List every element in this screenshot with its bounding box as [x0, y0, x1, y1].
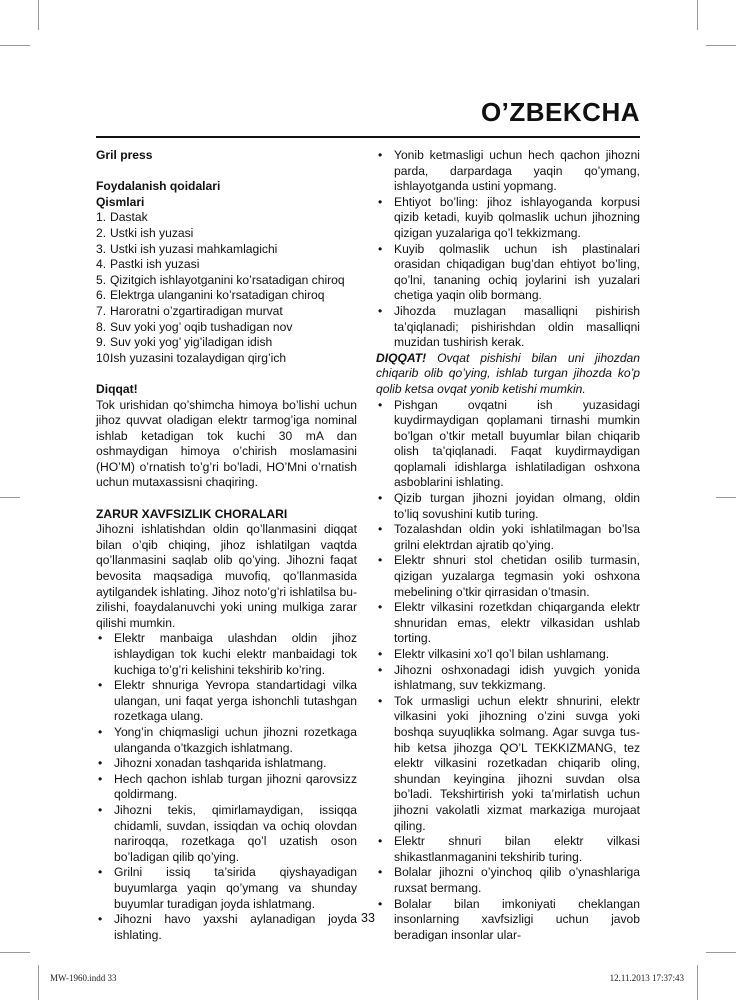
- list-text: Elektrga ulanganini ko’rsatadigan chiroq: [110, 288, 325, 303]
- list-text: Dastak: [110, 210, 148, 225]
- safety-bullet-list-continued: [376, 148, 640, 351]
- list-number: 6.: [96, 288, 107, 303]
- bullet-icon: •: [378, 522, 383, 537]
- attention-heading: Diqqat!: [96, 381, 138, 396]
- list-number: 9.: [96, 335, 107, 350]
- list-text: Suv yoki yog’ yig’iladigan idish: [110, 335, 273, 350]
- list-item: [96, 772, 357, 803]
- list-text: Ustki ish yuzasi mahkamlagichi: [110, 241, 278, 256]
- list-item: [96, 226, 357, 242]
- list-item: [96, 257, 357, 273]
- bullet-icon: •: [98, 631, 103, 646]
- bullet-icon: •: [378, 865, 383, 880]
- list-item: [376, 663, 640, 694]
- bullet-icon: •: [378, 693, 383, 708]
- list-item: [376, 148, 640, 195]
- bullet-icon: •: [378, 553, 383, 568]
- left-column: [96, 148, 357, 943]
- bullet-icon: •: [378, 647, 383, 661]
- list-number: 5.: [96, 272, 107, 287]
- list-item: [96, 335, 357, 351]
- list-text: Jihozni oshxonadagi idish yuvgich yonida ishlatmang, suv tekkizmang.: [394, 662, 640, 693]
- safety-heading: ZARUR XAVFSIZLIK CHORALARI: [96, 506, 288, 521]
- warning-text: Ovqat pishishi bilan uni jihozdan chiqarib olib qo’ying, ishlab turgan jihozda ko’p qolib ketsa ovqat yonib ketishi mumkin.: [376, 350, 640, 396]
- list-item: [376, 398, 640, 492]
- list-text: Jihozni xonadan tashqarida ishlatmang.: [114, 756, 327, 771]
- page-header: [0, 0, 736, 140]
- crop-mark: [706, 952, 736, 953]
- warning-label: DIQQAT!: [376, 350, 427, 365]
- list-text: Jihozni tekis, qimirlamaydigan, issiqqa chidamli, suvdan, issiqdan va ochiq olovdan nariroqqa, rozetkaga qo’l uzatish oson bo’ladigan qilib qo’ying.: [114, 802, 357, 864]
- parts-heading: Qismlari: [96, 194, 145, 209]
- list-number: 10.: [96, 350, 113, 365]
- list-text: Yong’in chiqmasligi uchun jihozni rozetkaga ulanganda o’tkazgich ishlatmang.: [114, 724, 357, 755]
- usage-heading: Foydalanish qoidalari: [96, 179, 221, 194]
- usage-bullet-list: [376, 398, 640, 944]
- list-text: Yonib ketmasligi uchun hech qachon jihozni parda, darpardaga yaqin qo’ymang, ishlayotganda ustini yopmang.: [394, 148, 640, 194]
- list-item: [96, 304, 357, 320]
- list-text: Elektr shnuri bilan elektr vilkasi shikastlanmaganini tekshirib turing.: [394, 834, 640, 864]
- right-column: [376, 148, 640, 943]
- list-item: [376, 647, 640, 663]
- list-text: Elektr shnuriga Yevropa standartidagi vilka ulangan, uni faqat yerga ishonchli tutashgan rozetkaga ulang.: [114, 678, 357, 724]
- list-text: Jihozda muzlagan masalliqni pishirish ta’qiqlanadi; pishirishdan oldin masalliqni muzidan tushirish kerak.: [394, 303, 640, 350]
- list-item: [376, 694, 640, 834]
- list-item: [376, 865, 640, 896]
- bullet-icon: •: [378, 662, 383, 677]
- crop-mark: [716, 497, 736, 498]
- bullet-icon: •: [378, 303, 383, 318]
- list-text: Ish yuzasini tozalaydigan qirg’ich: [110, 350, 287, 365]
- bullet-icon: •: [378, 148, 383, 162]
- bullet-icon: •: [98, 865, 103, 880]
- bullet-icon: •: [98, 724, 103, 739]
- list-item: [96, 678, 357, 725]
- list-number: 2.: [96, 225, 107, 240]
- list-text: Qizib turgan jihozni joyidan olmang, oldin to’liq sovushini kutib turing.: [394, 491, 640, 521]
- list-number: 3.: [96, 241, 107, 256]
- list-text: Suv yoki yog’ oqib tushadigan nov: [110, 319, 293, 334]
- list-item: [96, 803, 357, 865]
- list-item: [96, 242, 357, 258]
- list-item: [376, 522, 640, 553]
- list-item: [376, 491, 640, 522]
- list-item: [96, 865, 357, 912]
- list-text: Hech qachon ishlab turgan jihozni qarovsizz qoldirmang.: [114, 771, 357, 802]
- bullet-icon: •: [378, 194, 383, 209]
- list-item: [376, 242, 640, 304]
- list-text: Elektr vilkasini xo’l qo’l bilan ushlamang.: [394, 647, 610, 661]
- bullet-icon: •: [378, 241, 383, 256]
- bullet-icon: •: [98, 756, 103, 771]
- attention-paragraph: Tok urishidan qo’shimcha himoya bo’lishi uchun jihoz quvvat oladigan elektr tarmog’iga nominal ishlab ketadigan tok kuchi 30 mA dan oshmaydigan himoya o’chirish moslamasini (HO’M) o’rnatish to’g’ri bo’ladi, HO’Mni o’rnatish uchun mutaxassisni chaqiring.: [96, 397, 357, 490]
- crop-mark: [38, 965, 39, 1000]
- list-number: 4.: [96, 257, 107, 272]
- list-text: Tok urmasligi uchun elektr shnurini, elektr vilkasini yoki jihozning o’zini suvga yoki boshqa suyuqlikka solmang. Agar suvga tus-hib ketsa jihozga QO’L TEKKIZMANG, tez elektr vilkasini rozetkadan chiqarib oling, shundan keyingina jihozni suvdan olsa bo’ladi. Tekshirtirish yoki ta’mirlatish uchun jihozni vakolatli xizmat markaziga murojaat qiling.: [394, 693, 640, 833]
- bullet-icon: •: [98, 771, 103, 786]
- bullet-icon: •: [378, 834, 383, 849]
- safety-intro: Jihozni ishlatishdan oldin qo’llanmasini diqqat bilan o’qib chiqing, jihoz ishlatilgan vaqtda qo’llanmasini saqlab olib qo’ying. Jihozni faqat bevosita maqsadiga muvofiq, qo’llanmasida aytilgandek ishlating. Jihoz noto’g’ri ishlatilsa bu-zilishi, foaydalanuvchi yoki uning mulkiga zarar qilishi mumkin.: [96, 522, 357, 630]
- list-text: Grilni issiq ta’sirida qiyshayadigan buyumlarga yaqin qo’ymang va shunday buyumlar turadigan joyda ishlatmang.: [114, 865, 357, 911]
- list-number: 1.: [96, 210, 107, 225]
- list-item: [96, 288, 357, 304]
- list-item: [96, 725, 357, 756]
- list-text: Elektr shnuri stol chetidan osilib turmasin, qizigan yuzalarga tegmasin yoki oshxona mebelining o’tkir qirrasidan o’tmasin.: [394, 553, 640, 599]
- crop-mark: [697, 965, 698, 1000]
- list-item: [376, 834, 640, 865]
- list-text: Ehtiyot bo’ling: jihoz ishlayoganda korpusi qizib ketadi, kuyib qolmaslik uchun jihozning qizigan yuzalariga qo’l tekkizmang.: [394, 194, 640, 240]
- list-item: [96, 210, 357, 226]
- bullet-icon: •: [378, 491, 383, 506]
- list-text: Bolalar jihozni o’yinchoq qilib o’ynashlariga ruxsat bermang.: [394, 865, 640, 895]
- list-text: Elektr manbaiga ulashdan oldin jihoz ishlaydigan tok kuchi elektr manbaidagi tok kuchiga to’g’ri kelishini tekshirib ko’ring.: [114, 631, 357, 677]
- product-title: Gril press: [96, 148, 153, 162]
- list-item: [96, 273, 357, 289]
- bullet-icon: •: [378, 600, 383, 615]
- list-item: [376, 304, 640, 351]
- bullet-icon: •: [378, 397, 383, 412]
- footer-filename: MW-1960.indd 33: [50, 973, 117, 983]
- list-item: [96, 631, 357, 678]
- bullet-icon: •: [378, 896, 383, 911]
- crop-mark: [0, 497, 20, 498]
- list-item: [96, 756, 357, 772]
- list-text: Elektr vilkasini rozetkdan chiqarganda elektr shnuridan emas, elektr vilkasidan ushlab torting.: [394, 600, 640, 646]
- list-item: [376, 553, 640, 600]
- list-number: 8.: [96, 319, 107, 334]
- bullet-icon: •: [98, 678, 103, 693]
- list-item: [96, 351, 357, 367]
- parts-list: [96, 210, 357, 366]
- header-rule: [96, 136, 640, 138]
- list-text: Kuyib qolmaslik uchun ish plastinalari orasidan chiqadigan bug’dan ehtiyot bo’ling, qo’lni, tananing ochiq joylarini ish yuzalari chetiga yaqin olib bormang.: [394, 241, 640, 303]
- footer-timestamp: 12.11.2013 17:37:43: [609, 973, 684, 983]
- safety-bullet-list: [96, 631, 357, 943]
- list-text: Pishgan ovqatni ish yuzasidagi kuydirmaydigan qoplamani tirnashi mumkin bo’lgan o’tkir metall buyumlar bilan chiqarib olish ta’qiqlanadi. Faqat kuydirmaydigan qoplamali idishlarga ishlatiladigan oshxona asboblarini ishlating.: [394, 397, 640, 490]
- list-text: Haroratni o’zgartiradigan murvat: [110, 303, 283, 318]
- bullet-icon: •: [98, 802, 103, 817]
- bullet-icon: •: [98, 912, 103, 927]
- language-title: O’ZBEKCHA: [480, 97, 640, 127]
- crop-mark: [0, 952, 30, 953]
- list-item: [376, 195, 640, 242]
- list-text: Bolalar bilan imkoniyati cheklangan insonlarning xavfsizligi uchun javob beradigan insonlar ular-: [394, 896, 640, 942]
- list-text: Pastki ish yuzasi: [110, 257, 200, 272]
- list-text: Jihozni havo yaxshi aylanadigan joyda ishlating.: [114, 912, 357, 942]
- list-text: Tozalashdan oldin yoki ishlatilmagan bo’lsa grilni elektrdan ajratib qo’ying.: [394, 522, 640, 552]
- warning-paragraph: [376, 351, 640, 398]
- page-number: 33: [361, 911, 375, 925]
- list-item: [376, 600, 640, 647]
- list-text: Qizitgich ishlayotganini ko’rsatadigan chiroq: [110, 272, 345, 287]
- list-number: 7.: [96, 303, 107, 318]
- list-item: [96, 320, 357, 336]
- list-text: Ustki ish yuzasi: [110, 225, 194, 240]
